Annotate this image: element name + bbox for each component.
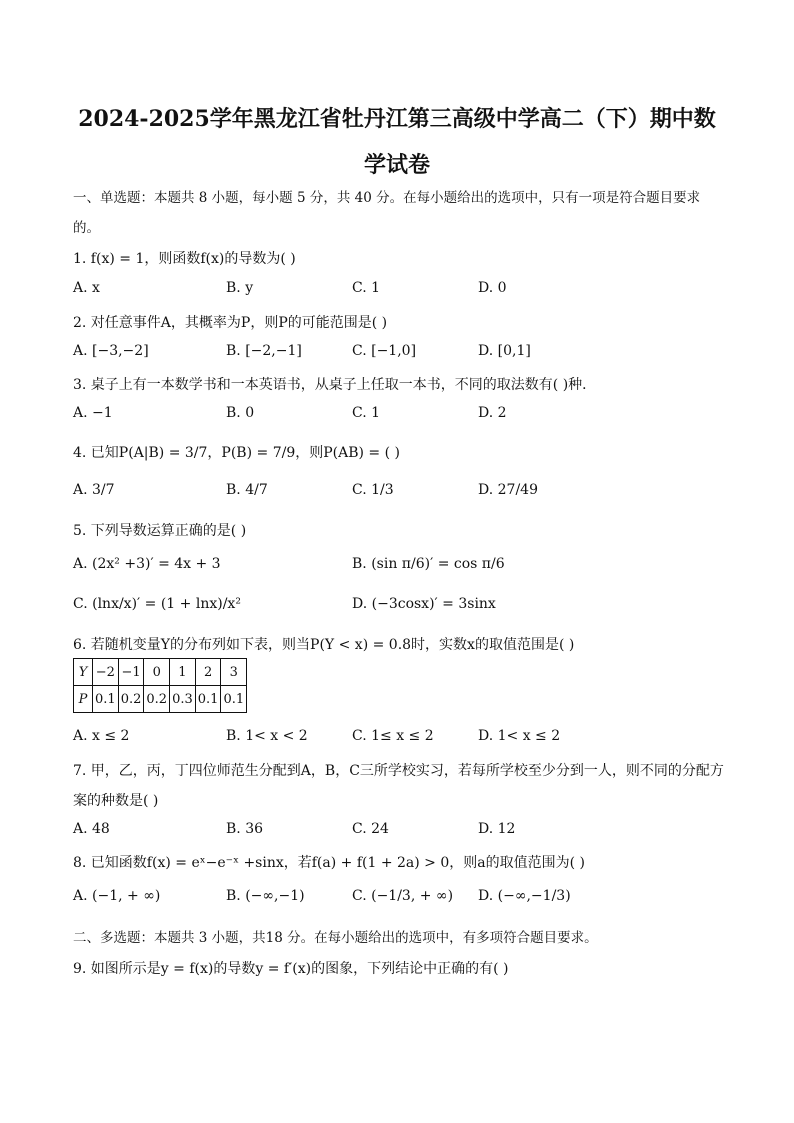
table-cell: Y — [74, 659, 93, 686]
table-cell: −2 — [93, 659, 119, 686]
table-row — [74, 659, 247, 686]
question-5-stem: 5. 下列导数运算正确的是( ) — [73, 523, 247, 539]
q8-option-d: D. (−∞,−1/3) — [478, 888, 571, 904]
table-cell: 0.2 — [118, 686, 144, 713]
q2-option-c: C. [−1,0] — [352, 343, 417, 359]
q4-option-a: A. 3/7 — [73, 482, 115, 498]
q8-option-a: A. (−1, + ∞) — [73, 888, 161, 904]
q1-option-c: C. 1 — [352, 280, 381, 296]
q6-option-b: B. 1< x < 2 — [226, 728, 308, 744]
table-cell: 0.3 — [170, 686, 196, 713]
q5-option-d: D. (−3cosx)′ = 3sinx — [352, 596, 496, 612]
q6-option-a: A. x ≤ 2 — [73, 728, 130, 744]
question-7-stem-cont: 案的种数是( ) — [73, 793, 159, 809]
table-cell: 0.2 — [144, 686, 170, 713]
q1-option-a: A. x — [73, 280, 100, 296]
q2-option-d: D. [0,1] — [478, 343, 531, 359]
q6-option-c: C. 1≤ x ≤ 2 — [352, 728, 434, 744]
distribution-table — [73, 658, 247, 713]
section1-instructions: 一、单选题：本题共 8 小题，每小题 5 分，共 40 分。在每小题给出的选项中，只有一项是符合题目要求 — [73, 190, 701, 206]
q7-option-a: A. 48 — [73, 821, 110, 837]
q5-option-c: C. (lnx/x)′ = (1 + lnx)/x² — [73, 596, 241, 612]
q4-option-b: B. 4/7 — [226, 482, 268, 498]
question-3-stem: 3. 桌子上有一本数学书和一本英语书，从桌子上任取一本书，不同的取法数有( )种． — [73, 377, 597, 393]
q3-option-b: B. 0 — [226, 405, 255, 421]
q6-option-d: D. 1< x ≤ 2 — [478, 728, 561, 744]
question-2-stem: 2. 对任意事件A，其概率为P，则P的可能范围是( ) — [73, 315, 388, 331]
question-7-stem: 7. 甲，乙，丙，丁四位师范生分配到A，B，C三所学校实习，若每所学校至少分到一人，则不同的分配方 — [73, 763, 724, 779]
q7-option-b: B. 36 — [226, 821, 264, 837]
question-6-stem: 6. 若随机变量Y的分布列如下表，则当P(Y < x) = 0.8时，实数x的取值范围是( ) — [73, 637, 575, 653]
q5-option-b: B. (sin π/6)′ = cos π/6 — [352, 556, 505, 572]
table-cell: 3 — [221, 659, 247, 686]
q8-option-b: B. (−∞,−1) — [226, 888, 305, 904]
q7-option-c: C. 24 — [352, 821, 389, 837]
q4-option-c: C. 1/3 — [352, 482, 394, 498]
section2-instructions: 二、多选题：本题共 3 小题，共18 分。在每小题给出的选项中，有多项符合题目要求。 — [73, 930, 598, 946]
table-cell: 0.1 — [195, 686, 221, 713]
q7-option-d: D. 12 — [478, 821, 516, 837]
question-1-stem: 1. f(x) = 1，则函数f(x)的导数为( ) — [73, 251, 296, 267]
q8-option-c: C. (−1/3, + ∞) — [352, 888, 454, 904]
table-cell: 0 — [144, 659, 170, 686]
section1-instructions-cont: 的。 — [73, 220, 100, 236]
table-cell: 2 — [195, 659, 221, 686]
table-cell: 0.1 — [93, 686, 119, 713]
table-cell: −1 — [118, 659, 144, 686]
table-cell: 0.1 — [221, 686, 247, 713]
question-4-stem: 4. 已知P(A|B) = 3/7，P(B) = 7/9，则P(AB) = ( ) — [73, 445, 400, 461]
page-title: 2024-2025学年黑龙江省牡丹江第三高级中学高二（下）期中数学试卷 — [78, 106, 716, 178]
q4-option-d: D. 27/49 — [478, 482, 538, 498]
q1-option-b: B. y — [226, 280, 254, 296]
q2-option-a: A. [−3,−2] — [73, 343, 149, 359]
q3-option-a: A. −1 — [73, 405, 113, 421]
table-cell: 1 — [170, 659, 196, 686]
q1-option-d: D. 0 — [478, 280, 507, 296]
q3-option-d: D. 2 — [478, 405, 507, 421]
q2-option-b: B. [−2,−1] — [226, 343, 302, 359]
table-cell: P — [74, 686, 93, 713]
q5-option-a: A. (2x² +3)′ = 4x + 3 — [73, 556, 221, 572]
question-8-stem: 8. 已知函数f(x) = eˣ−e⁻ˣ +sinx，若f(a) + f(1 + 2a) > 0，则a的取值范围为( ) — [73, 855, 585, 871]
table-row — [74, 686, 247, 713]
q3-option-c: C. 1 — [352, 405, 381, 421]
question-9-stem: 9. 如图所示是y = f(x)的导数y = f′(x)的图象，下列结论中正确的有( ) — [73, 961, 509, 977]
